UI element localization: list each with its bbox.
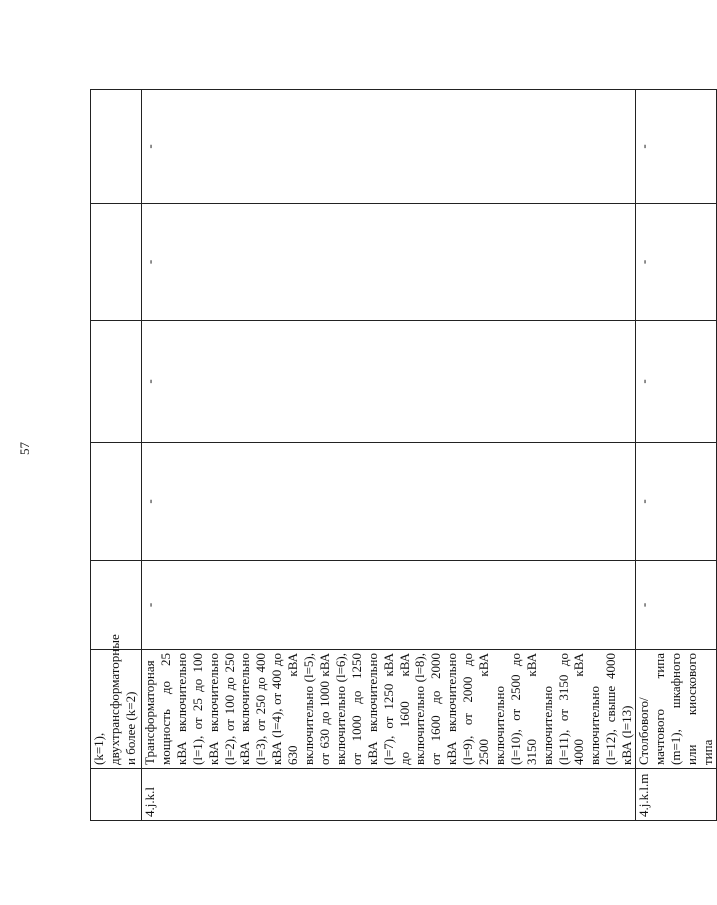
tariff-table — [90, 89, 717, 821]
value-cell: - — [142, 204, 636, 321]
value-cell: - — [142, 561, 636, 650]
value-cell — [91, 90, 142, 204]
page-number: 57 — [17, 442, 32, 455]
value-cell: - — [142, 90, 636, 204]
table-row — [142, 90, 636, 821]
value-cell: - — [636, 561, 717, 650]
code-cell: 4.j.k.l — [142, 769, 636, 821]
code-cell — [91, 769, 142, 821]
value-cell — [91, 321, 142, 443]
rotated-table-frame — [90, 90, 715, 821]
description-cell: Трансформаторная мощность до 25 кВА включительно (l=1), от 25 до 100 кВА включительно (l=2), от 100 до 250 кВА включительно (l=3), от 250 до 400 кВА (l=4), от 400 до 630 кВА включительно (l=5), от 630 до 1000 кВА включительно (l=6), от 1000 до 1250 кВА включительно (l=7), от 1250 кВА до 1600 кВА включительно (l=8), от 1600 до 2000 кВА включительно (l=9), от 2000 до 2500 кВА включительно (l=10), от 2500 до 3150 кВА включительно (l=11), от 3150 до 4000 кВА включительно (l=12), свыше 4000 кВА (l=13) — [142, 650, 636, 769]
description-cell: Столбового/мачтового типа (m=1), шкафного или киоскового типа — [636, 650, 717, 769]
value-cell: - — [636, 90, 717, 204]
value-cell: - — [636, 443, 717, 561]
value-cell: - — [636, 321, 717, 443]
value-cell: - — [142, 321, 636, 443]
value-cell — [91, 204, 142, 321]
value-cell: - — [636, 204, 717, 321]
value-cell: - — [142, 443, 636, 561]
value-cell — [91, 443, 142, 561]
table-row — [91, 90, 142, 821]
description-cell: (k=1), двухтрансформаторные и более (k=2) — [91, 650, 142, 769]
table-row — [636, 90, 717, 821]
code-cell: 4.j.k.l.m — [636, 769, 717, 821]
